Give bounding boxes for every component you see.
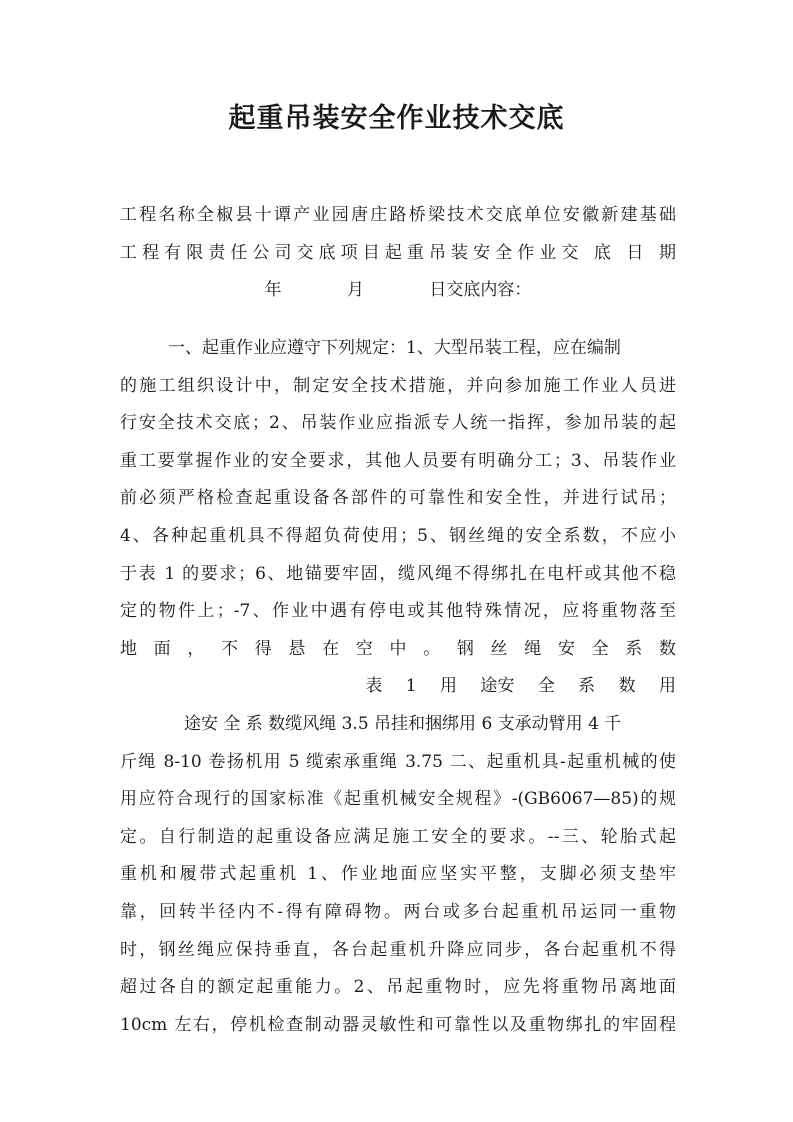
body-line: 靠，回转半径内不-得有障碍物。两台或多台起重机吊运同一重物 — [120, 901, 676, 922]
document-title: 起重吊装安全作业技术交底 — [228, 103, 565, 134]
body-line: 定。自行制造的起重设备应满足施工安全的要求。--三、轮胎式起 — [120, 826, 676, 847]
body-line: 10cm 左右，停机检查制动器灵敏性和可靠性以及重物绑扎的牢固程 — [120, 1014, 676, 1035]
body-line: 重工要掌握作业的安全要求，其他人员要有明确分工；3、吊装作业 — [120, 450, 676, 471]
body-line: 重机和履带式起重机 1、作业地面应坚实平整，支脚必须支垫牢 — [120, 864, 676, 885]
body-line: 表 1 用 途安 全 系 数 用 — [365, 676, 676, 697]
body-line: 地 面 ， 不 得 悬 在 空 中 。 钢 丝 绳 安 全 系 数 — [120, 638, 676, 659]
body-line: 斤绳 8-10 卷扬机用 5 缆索承重绳 3.75 二、起重机具-起重机械的使 — [120, 751, 676, 772]
header-line: 年 月 日交底内容： — [264, 280, 532, 301]
header-line: 工程有限责任公司交底项目起重吊装安全作业交 底 日 期 — [120, 242, 676, 263]
document-header — [120, 197, 676, 310]
body-line: 时，钢丝绳应保持垂直，各台起重机升降应同步，各台起重机不得 — [120, 939, 676, 960]
document-body — [120, 330, 676, 1044]
body-line: 用应符合现行的国家标准《起重机械安全规程》-(GB6067—85)的规 — [120, 789, 676, 810]
body-line: 前必须严格检查起重设备各部件的可靠性和安全性，并进行试吊； — [120, 488, 676, 509]
body-line: 途安 全 系 数缆风绳 3.5 吊挂和捆绑用 6 支承动臂用 4 千 — [184, 713, 622, 734]
body-line: 行安全技术交底；2、吊装作业应指派专人统一指挥，参加吊装的起 — [120, 413, 676, 434]
body-line: 定的物件上；-7、作业中遇有停电或其他特殊情况，应将重物落至 — [120, 601, 676, 622]
body-line: 一、起重作业应遵守下列规定：1、大型吊装工程，应在编制 — [168, 338, 621, 358]
header-line: 工程名称全椒县十谭产业园唐庄路桥梁技术交底单位安徽新建基础 — [120, 205, 676, 225]
body-line: 超过各自的额定起重能力。2、吊起重物时，应先将重物吊离地面 — [120, 977, 676, 998]
body-line: 的施工组织设计中，制定安全技术措施，并向参加施工作业人员进 — [120, 375, 676, 396]
body-line: 4、各种起重机具不得超负荷使用；5、钢丝绳的安全系数，不应小 — [120, 525, 676, 546]
body-line: 于表 1 的要求；6、地锚要牢固，缆风绳不得绑扎在电杆或其他不稳 — [120, 563, 676, 584]
